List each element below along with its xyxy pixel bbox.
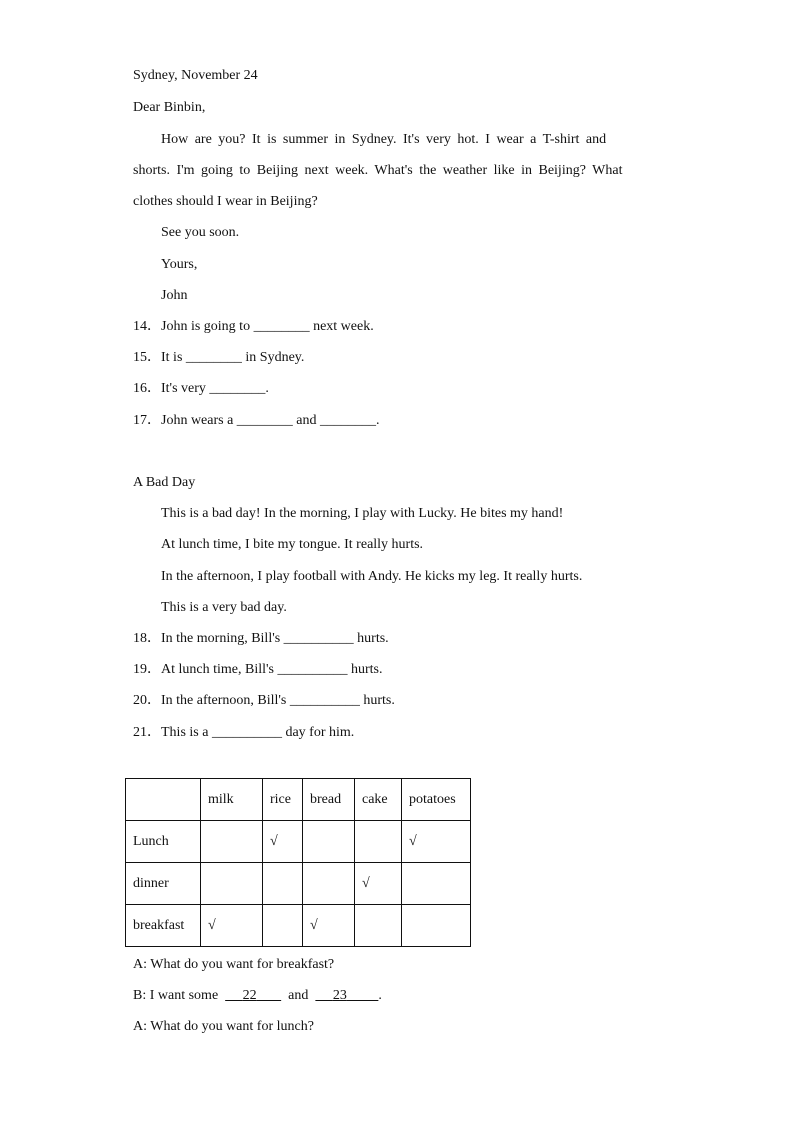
question-item [133,724,354,742]
table-cell: √ [201,905,263,947]
table-cell: √ [402,821,471,863]
question-item [133,412,380,430]
table-header-cell: milk [201,779,263,821]
table-cell: Lunch [126,821,201,863]
question-text: It's very ________. [161,381,269,396]
table-cell: √ [263,821,303,863]
table-header-cell [126,779,201,821]
question-number: 16． [133,381,161,396]
table-cell [303,863,355,905]
question-number: 19． [133,662,161,677]
table-row [126,863,471,905]
question-number: 17． [133,413,161,428]
letter-body-line: shorts. I'm going to Beijing next week. What's the weather like in Beijing? What [133,163,623,178]
dialogue-answer: B: I want some 22 and 23 . [133,988,382,1003]
table-cell [201,863,263,905]
table-header-cell: bread [303,779,355,821]
question-text: This is a __________ day for him. [161,725,355,740]
table-cell: √ [355,863,402,905]
table-cell [402,905,471,947]
question-item [133,349,304,367]
question-item [133,630,389,648]
story-line: At lunch time, I bite my tongue. It really hurts. [161,537,424,552]
story-line: In the afternoon, I play football with Andy. He kicks my leg. It really hurts. [161,569,583,584]
table-cell [402,863,471,905]
question-item [133,380,269,398]
dialogue-question: A: What do you want for lunch? [133,1019,314,1034]
question-text: In the afternoon, Bill's __________ hurts. [161,693,395,708]
letter-greeting: Dear Binbin, [133,100,206,115]
table-header-cell: cake [355,779,402,821]
question-item [133,692,395,710]
dialogue-and: and [288,988,309,1003]
answer-blank-23: 23 [332,988,347,1003]
letter-closing: Yours, [161,257,198,272]
table-header-cell: rice [263,779,303,821]
table-cell [263,863,303,905]
dialogue-answer-prefix: B: I want some [133,988,219,1003]
table-row [126,905,471,947]
question-number: 18． [133,631,161,646]
question-text: In the morning, Bill's __________ hurts. [161,631,389,646]
letter-signature: John [161,288,188,303]
letter-see-you: See you soon. [161,225,240,240]
question-text: John is going to ________ next week. [161,319,374,334]
question-number: 21． [133,725,161,740]
question-number: 15． [133,350,161,365]
letter-body-line: clothes should I wear in Beijing? [133,194,318,209]
question-item [133,661,382,679]
table-cell: breakfast [126,905,201,947]
answer-blank-22: 22 [242,988,257,1003]
table-cell [201,821,263,863]
letter-body-line: How are you? It is summer in Sydney. It's very hot. I wear a T-shirt and [161,132,607,147]
letter-place-date: Sydney, November 24 [133,68,258,83]
table-cell: √ [303,905,355,947]
question-item [133,318,374,336]
table-cell [355,821,402,863]
question-number: 20． [133,693,161,708]
question-text: John wears a ________ and ________. [161,413,380,428]
story-line: This is a very bad day. [161,600,287,615]
table-cell [263,905,303,947]
story-title: A Bad Day [133,475,196,490]
question-text: At lunch time, Bill's __________ hurts. [161,662,383,677]
table-cell [355,905,402,947]
story-line: This is a bad day! In the morning, I play with Lucky. He bites my hand! [161,506,564,521]
dialogue-question: A: What do you want for breakfast? [133,957,335,972]
table-cell: dinner [126,863,201,905]
table-cell [303,821,355,863]
table-row [126,821,471,863]
question-number: 14． [133,319,161,334]
table-header-row [126,779,471,821]
table-header-cell: potatoes [402,779,471,821]
question-text: It is ________ in Sydney. [161,350,305,365]
food-table [125,778,471,947]
